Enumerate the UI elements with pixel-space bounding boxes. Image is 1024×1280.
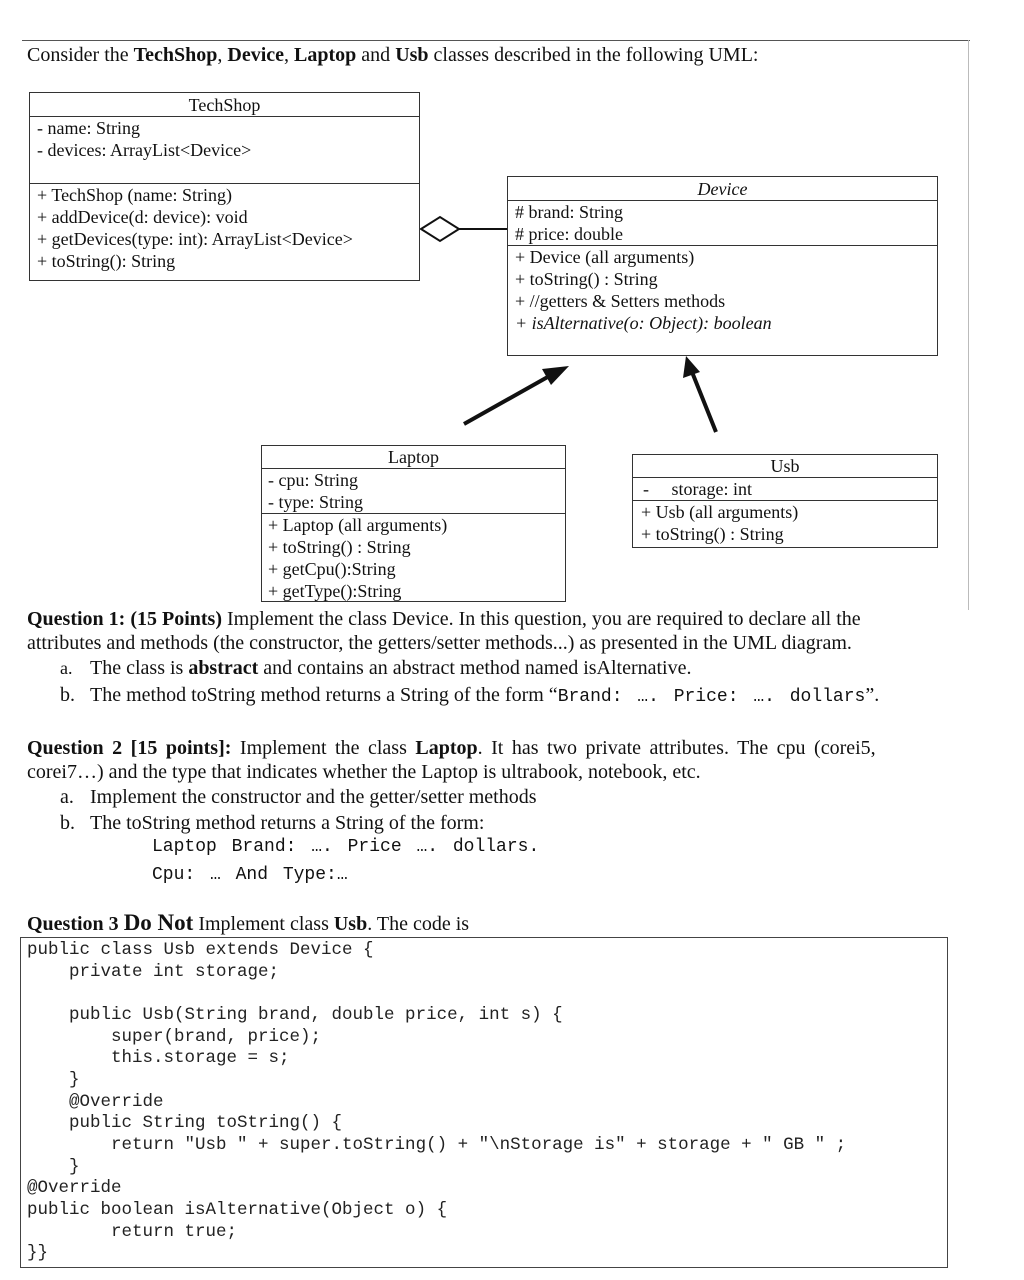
code-line: super(brand, price); [27, 1027, 322, 1047]
q1-b-text: ”. [865, 684, 880, 706]
code-line: @Override [27, 1178, 122, 1198]
q1-item-a [60, 656, 692, 681]
code-line: this.storage = s; [27, 1048, 290, 1068]
q2-heading: Question 2 [15 points]: [27, 737, 232, 759]
q2-item-a [60, 785, 537, 810]
attributes-techshop [30, 116, 419, 183]
class-name-usb: Usb [770, 456, 800, 476]
q2-item-b [60, 811, 484, 836]
method: + getType():String [268, 581, 402, 601]
code-line: public boolean isAlternative(Object o) { [27, 1200, 448, 1220]
q1-line2: attributes and methods (the constructor, the getters/setter methods...) as presented in the UML diagram. [27, 632, 852, 654]
code-line: return true; [27, 1222, 238, 1242]
visibility-marker: - [643, 479, 649, 499]
method: + toString(): String [37, 251, 176, 271]
q2-text: Implement the class [231, 737, 416, 759]
q1-heading: Question 1: (15 Points) [27, 608, 222, 630]
code-line: public class Usb extends Device { [27, 940, 374, 960]
q1-b-text: The method toString method returns a String of the form “ [90, 684, 558, 706]
q2-line2: corei7…) and the type that indicates whether the Laptop is ultrabook, notebook, etc. [27, 761, 701, 783]
q2-text: . It has two private attributes. The cpu (corei5, [477, 737, 876, 759]
methods-techshop [30, 183, 419, 272]
q2-b-text: The toString method returns a String of the form: [90, 812, 485, 834]
method: + getCpu():String [268, 559, 396, 579]
attributes-device [508, 200, 937, 245]
q1-item-b [60, 683, 879, 710]
q2-a-text: Implement the constructor and the getter/setter methods [90, 786, 537, 808]
intro-class-laptop: Laptop [294, 44, 357, 66]
intro-class-usb: Usb [395, 44, 429, 66]
method: + getDevices(type: int): ArrayList<Device> [37, 229, 353, 249]
method: + TechShop (name: String) [37, 185, 233, 205]
intro-class-techshop: TechShop [133, 44, 218, 66]
uml-class-usb [632, 454, 938, 548]
laptop-inheritance-line [464, 374, 553, 424]
list-marker: a. [60, 786, 74, 808]
intro-sep: , [284, 44, 295, 66]
q1-a-text: and contains an abstract method named isAlternative. [258, 657, 692, 679]
uml-class-techshop [29, 92, 420, 281]
list-marker: b. [60, 812, 75, 834]
code-line: @Override [27, 1092, 164, 1112]
code-line: return "Usb " + super.toString() + "\nStorage is" + storage + " GB " ; [27, 1135, 847, 1155]
laptop-inheritance-arrowhead [542, 366, 569, 385]
method: + Usb (all arguments) [641, 502, 799, 522]
uml-class-device [507, 176, 938, 356]
code-block [20, 937, 948, 1268]
code-line: } [27, 1157, 80, 1177]
uml-class-laptop [261, 445, 566, 602]
q1-text: Implement the class Device. In this question, you are required to declare all the [222, 608, 861, 630]
q3-do-not: Do Not [123, 910, 194, 935]
q1-a-bold: abstract [188, 657, 259, 679]
attribute: - name: String [37, 118, 140, 138]
attribute: - devices: ArrayList<Device> [37, 140, 252, 160]
list-marker: b. [60, 684, 75, 706]
q3-heading [27, 910, 469, 936]
q2-line1 [27, 736, 876, 761]
aggregation-diamond [421, 217, 459, 241]
class-name-laptop: Laptop [388, 447, 439, 467]
attribute-row [643, 478, 937, 500]
method: + //getters & Setters methods [515, 291, 726, 311]
code-line: } [27, 1070, 80, 1090]
attributes-laptop [262, 468, 565, 513]
attribute: # brand: String [515, 202, 623, 222]
method: + isAlternative(o: Object): boolean [515, 313, 772, 333]
q1-a-text: The class is [90, 657, 189, 679]
q3-heading-label: Question 3 [27, 913, 124, 935]
intro-class-device: Device [227, 44, 285, 66]
q2-class-name: Laptop [415, 737, 478, 759]
attribute: - cpu: String [268, 470, 358, 490]
methods-laptop [262, 513, 565, 602]
methods-device [508, 245, 937, 334]
attribute: - type: String [268, 492, 363, 512]
intro-sep: , [217, 44, 228, 66]
code-line: public String toString() { [27, 1113, 343, 1133]
intro-pre: Consider the [27, 44, 134, 66]
q2-format-line2: Cpu: … And Type:… [152, 865, 348, 885]
usb-inheritance-arrowhead [683, 356, 700, 378]
code-line: }} [27, 1243, 49, 1263]
q2-format-line1: Laptop Brand: …. Price …. dollars. [152, 837, 540, 857]
method: + toString() : String [641, 524, 784, 544]
intro-sep: and [356, 44, 396, 66]
method: + toString() : String [515, 269, 658, 289]
q3-heading-text: Implement class [193, 913, 334, 935]
list-marker: a. [60, 658, 73, 678]
q3-heading-text: . The code is [367, 913, 470, 935]
method: + Device (all arguments) [515, 247, 695, 267]
class-name-techshop: TechShop [188, 95, 261, 115]
method: + addDevice(d: device): void [37, 207, 248, 227]
method: + Laptop (all arguments) [268, 515, 448, 535]
code-line: public Usb(String brand, double price, int s) { [27, 1005, 563, 1025]
methods-usb [633, 500, 937, 545]
attribute: storage: int [671, 479, 752, 499]
intro-post: classes described in the following UML: [428, 44, 759, 66]
q3-class-name: Usb [333, 913, 368, 935]
code-line: private int storage; [27, 962, 280, 982]
method: + toString() : String [268, 537, 411, 557]
q1-b-format: Brand: …. Price: …. dollars [557, 687, 866, 707]
attributes-usb [633, 477, 937, 500]
usb-inheritance-line [692, 372, 716, 432]
q1-line1 [27, 607, 861, 632]
class-name-device: Device [697, 179, 748, 199]
attribute: # price: double [515, 224, 623, 244]
